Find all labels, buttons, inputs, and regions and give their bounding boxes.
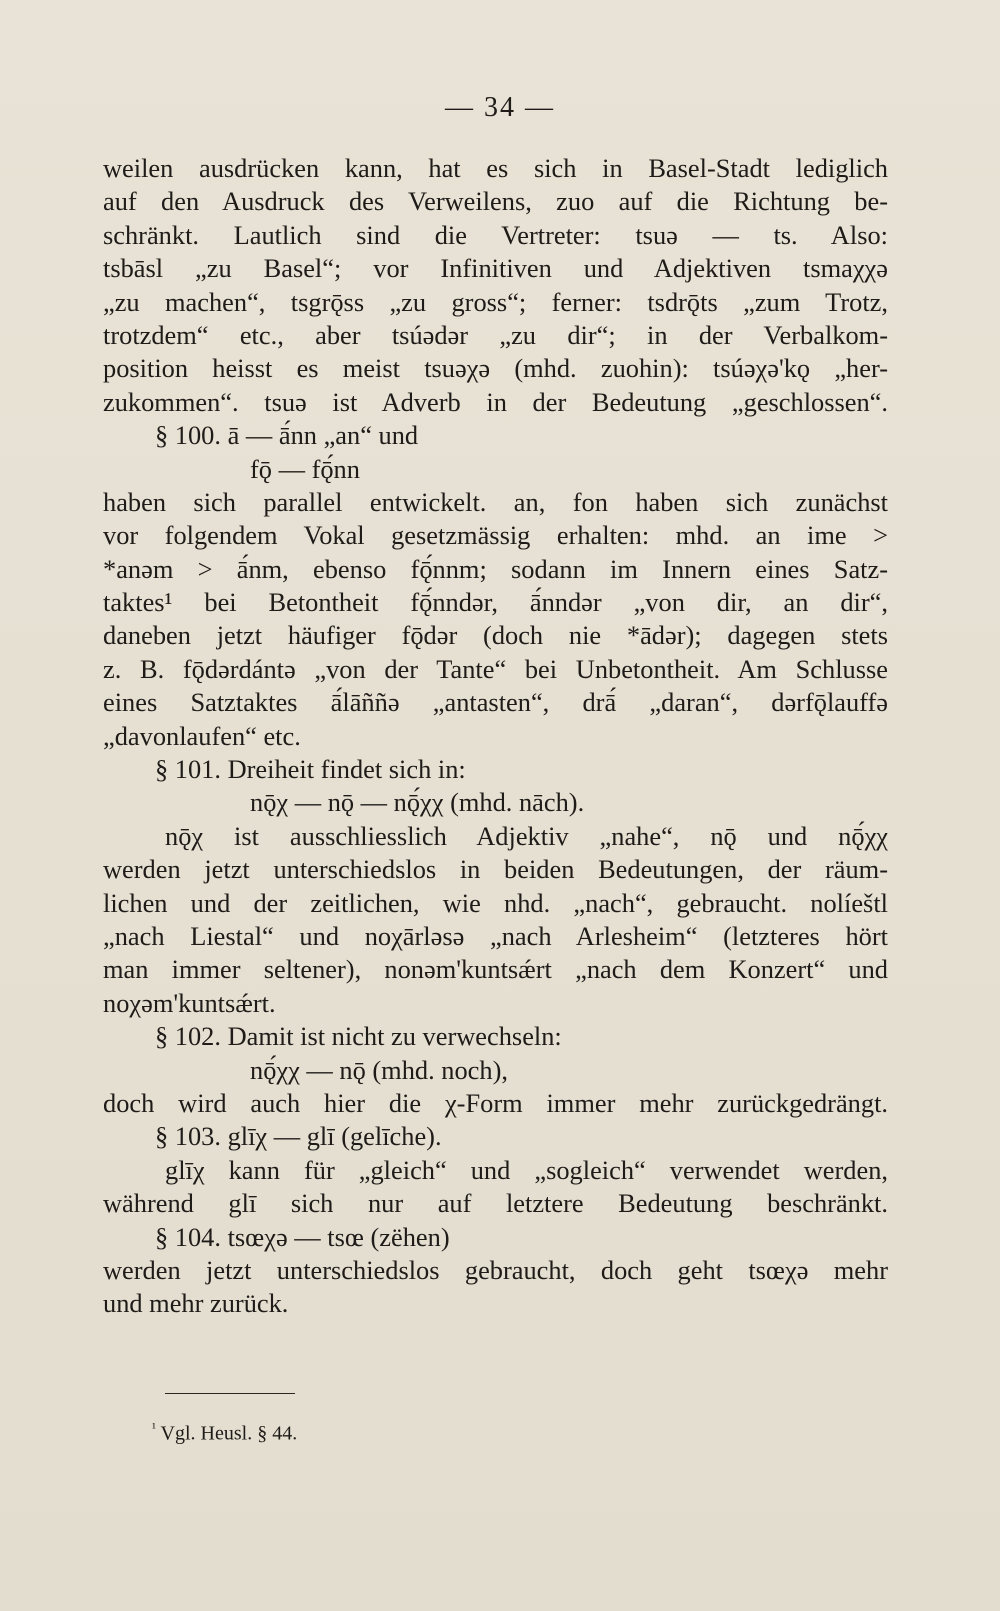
page-number: — 34 — (445, 92, 555, 123)
text-line: § 101. Dreiheit findet sich in: (155, 754, 466, 785)
text-line: „davonlaufen“ etc. (103, 720, 301, 751)
text-line: noχəm'kuntsǽrt. (103, 987, 276, 1018)
text-line: tsbāsl „zu Basel“; vor Infinitiven und Adjektiven tsmaχχə (103, 253, 888, 284)
text-line: lichen und der zeitlichen, wie nhd. „nach“, gebraucht. nolíeštl (103, 887, 888, 918)
text-line: glīχ kann für „gleich“ und „sogleich“ verwendet werden, (165, 1154, 888, 1185)
text-line: doch wird auch hier die χ-Form immer mehr zurückgedrängt. (103, 1087, 888, 1118)
text-line: § 102. Damit ist nicht zu verwechseln: (155, 1021, 562, 1052)
text-line: § 103. glīχ — glī (gelīche). (155, 1121, 442, 1152)
text-line: nǭχ ist ausschliesslich Adjektiv „nahe“, nǭ und nǭ́χχ (165, 820, 888, 851)
text-line: zukommen“. tsuə ist Adverb in der Bedeutung „geschlossen“. (103, 386, 888, 417)
text-line: schränkt. Lautlich sind die Vertreter: tsuə — ts. Also: (103, 219, 888, 250)
footnote-rule (165, 1393, 295, 1394)
text-line: trotzdem“ etc., aber tsúədər „zu dir“; in der Verbalkom- (103, 319, 888, 350)
text-line: auf den Ausdruck des Verweilens, zuo auf die Richtung be- (103, 186, 888, 217)
text-line: werden jetzt unterschiedslos gebraucht, doch geht tsœχə mehr (103, 1254, 888, 1285)
text-line: nǭ́χχ — nǭ (mhd. noch), (250, 1054, 508, 1085)
text-line: position heisst es meist tsuəχə (mhd. zuohin): tsúəχə'kǫ „her- (103, 353, 888, 384)
text-line: nǭχ — nǭ — nǭ́χχ (mhd. nāch). (250, 787, 585, 818)
text-line: „nach Liestal“ und noχārləsə „nach Arlesheim“ (letzteres hört (103, 920, 888, 951)
text-line: und mehr zurück. (103, 1288, 289, 1319)
footnote-marker: ¹ (152, 1420, 156, 1435)
text-line: vor folgendem Vokal gesetzmässig erhalten: mhd. an ime > (103, 520, 888, 551)
text-line: werden jetzt unterschiedslos in beiden Bedeutungen, der räum- (103, 854, 888, 885)
text-line: *anəm > ā́nm, ebenso fǭ́nnm; sodann im Innern eines Satz- (103, 553, 888, 584)
text-line: daneben jetzt häufiger fǭdər (doch nie *ādər); dagegen stets (103, 620, 888, 651)
text-line: man immer seltener), nonəm'kuntsǽrt „nach dem Konzert“ und (103, 954, 888, 985)
text-line: § 104. tsœχə — tsœ (zëhen) (155, 1221, 450, 1252)
text-line: eines Satztaktes ā́lāññə „antasten“, drā́ „daran“, dərfǭlauffə (103, 687, 888, 718)
footnote (152, 1420, 297, 1446)
text-line: „zu machen“, tsgrǭss „zu gross“; ferner: tsdrǭts „zum Trotz, (103, 286, 888, 317)
text-line: fǭ — fǭ́nn (250, 453, 360, 484)
text-line: haben sich parallel entwickelt. an, fon haben sich zunächst (103, 486, 888, 517)
text-line: § 100. ā — ā́nn „an“ und (155, 420, 419, 451)
footnote-text: Vgl. Heusl. § 44. (160, 1422, 298, 1445)
text-line: taktes¹ bei Betontheit fǭ́nndər, ā́nndər „von dir, an dir“, (103, 587, 888, 618)
body-text (103, 152, 888, 1321)
text-line: weilen ausdrücken kann, hat es sich in Basel-Stadt lediglich (103, 153, 888, 183)
text-line: während glī sich nur auf letztere Bedeutung beschränkt. (103, 1188, 888, 1219)
text-line: z. B. fǭdərdántə „von der Tante“ bei Unbetontheit. Am Schlusse (103, 653, 888, 684)
